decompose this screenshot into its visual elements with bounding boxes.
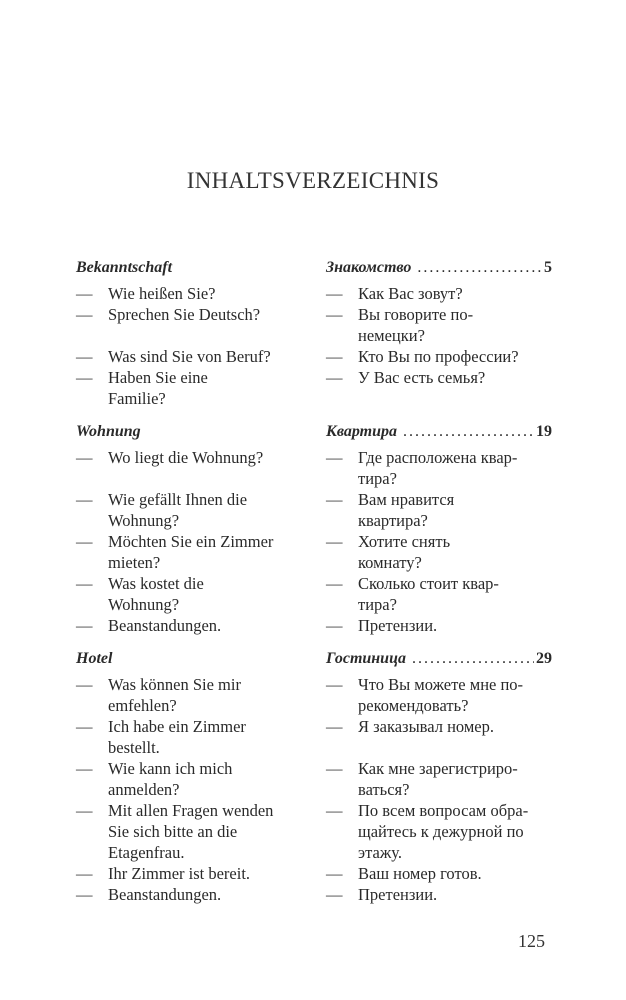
phrase-ru: Кто Вы по профессии? xyxy=(358,347,519,366)
list-item xyxy=(76,573,552,615)
section-header[interactable] xyxy=(76,647,552,671)
dash-ru: — xyxy=(326,616,343,635)
dash-de: — xyxy=(76,801,93,820)
section-title-de: Hotel xyxy=(76,650,113,667)
dash-de: — xyxy=(76,616,93,635)
toc-section xyxy=(76,420,552,636)
dash-ru: — xyxy=(326,347,343,366)
dash-ru: — xyxy=(326,368,343,387)
phrase-ru: Претензии. xyxy=(358,616,438,635)
dash-de: — xyxy=(76,368,93,387)
phrase-de: Was kostet die Wohnung? xyxy=(108,574,204,614)
dash-ru: — xyxy=(326,305,343,324)
phrase-de: Ich habe ein Zimmer bestellt. xyxy=(108,717,246,757)
list-item xyxy=(76,615,552,636)
list-item xyxy=(76,447,552,489)
dash-ru: — xyxy=(326,574,343,593)
phrase-ru: Претензии. xyxy=(358,885,438,904)
table-of-contents xyxy=(76,256,552,916)
section-title-de: Wohnung xyxy=(76,423,141,440)
section-title-ru-text: Квартира xyxy=(326,423,398,440)
phrase-de: Beanstandungen. xyxy=(108,885,222,904)
toc-section xyxy=(76,256,552,409)
phrase-de: Wie kann ich mich anmelden? xyxy=(108,759,233,799)
dash-ru: — xyxy=(326,490,343,509)
dash-de: — xyxy=(76,490,93,509)
list-item xyxy=(76,283,552,304)
dash-ru: — xyxy=(326,448,343,467)
dash-de: — xyxy=(76,347,93,366)
phrase-de: Wo liegt die Wohnung? xyxy=(108,448,264,467)
dash-de: — xyxy=(76,305,93,324)
phrase-ru: Вам нравится квартира? xyxy=(358,490,455,530)
section-page-number: 5 xyxy=(544,259,552,276)
dash-de: — xyxy=(76,864,93,883)
section-header[interactable] xyxy=(76,420,552,444)
dash-ru: — xyxy=(326,675,343,694)
phrase-de: Wie heißen Sie? xyxy=(108,284,216,303)
dash-de: — xyxy=(76,284,93,303)
dash-ru: — xyxy=(326,885,343,904)
section-title-de: Bekanntschaft xyxy=(76,259,173,276)
phrase-de: Möchten Sie ein Zimmer mieten? xyxy=(108,532,274,572)
phrase-de: Ihr Zimmer ist bereit. xyxy=(108,864,251,883)
phrase-de: Beanstandungen. xyxy=(108,616,222,635)
phrase-de: Mit allen Fragen wenden Sie sich bitte an die Etagenfrau. xyxy=(108,801,274,862)
list-item xyxy=(76,489,552,531)
phrase-de: Wie gefällt Ihnen die Wohnung? xyxy=(108,490,248,530)
dash-ru: — xyxy=(326,864,343,883)
page-number: 125 xyxy=(518,931,545,951)
dash-ru: — xyxy=(326,759,343,778)
page-title: INHALTSVERZEICHNIS xyxy=(186,168,440,193)
phrase-de: Was können Sie mir emfehlen? xyxy=(108,675,241,715)
dash-de: — xyxy=(76,885,93,904)
leader-dots xyxy=(417,256,542,280)
list-item xyxy=(76,367,552,409)
dash-de: — xyxy=(76,675,93,694)
dash-de: — xyxy=(76,717,93,736)
section-page-number: 19 xyxy=(536,423,552,440)
leader-dots xyxy=(412,647,534,671)
list-item xyxy=(76,863,552,884)
section-title-ru xyxy=(326,420,552,444)
list-item xyxy=(76,716,552,758)
section-title-ru-text: Гостиница xyxy=(326,650,406,667)
list-item xyxy=(76,800,552,863)
dash-de: — xyxy=(76,759,93,778)
phrase-ru: Как Вас зовут? xyxy=(358,284,463,303)
toc-section xyxy=(76,647,552,905)
phrase-ru: Как мне зарегистриро- ваться? xyxy=(358,759,518,799)
phrase-de: Was sind Sie von Beruf? xyxy=(108,347,271,366)
dash-ru: — xyxy=(326,284,343,303)
phrase-ru: Сколько стоит квар- тира? xyxy=(358,574,499,614)
section-title-ru xyxy=(326,647,552,671)
dash-ru: — xyxy=(326,717,343,736)
dash-de: — xyxy=(76,574,93,593)
phrase-ru: Хотите снять комнату? xyxy=(358,532,451,572)
list-item xyxy=(76,884,552,905)
phrase-ru: У Вас есть семья? xyxy=(358,368,486,387)
list-item xyxy=(76,346,552,367)
section-header[interactable] xyxy=(76,256,552,280)
dash-ru: — xyxy=(326,801,343,820)
phrase-ru: Где расположена квар- тира? xyxy=(358,448,518,488)
list-item xyxy=(76,674,552,716)
section-title-ru xyxy=(326,256,552,280)
section-title-ru-text: Знакомство xyxy=(326,259,412,276)
phrase-ru: Вы говорите по- немецки? xyxy=(358,305,474,345)
leader-dots xyxy=(403,420,534,444)
phrase-ru: Что Вы можете мне по- рекомендовать? xyxy=(358,675,524,715)
dash-de: — xyxy=(76,448,93,467)
section-page-number: 29 xyxy=(536,650,552,667)
dash-de: — xyxy=(76,532,93,551)
phrase-de: Haben Sie eine Familie? xyxy=(108,368,208,408)
phrase-ru: Я заказывал номер. xyxy=(358,717,494,736)
list-item xyxy=(76,304,552,346)
dash-ru: — xyxy=(326,532,343,551)
list-item xyxy=(76,758,552,800)
phrase-ru: По всем вопросам обра- щайтесь к дежурной по этажу. xyxy=(358,801,529,862)
list-item xyxy=(76,531,552,573)
phrase-ru: Ваш номер готов. xyxy=(358,864,482,883)
phrase-de: Sprechen Sie Deutsch? xyxy=(108,305,261,324)
